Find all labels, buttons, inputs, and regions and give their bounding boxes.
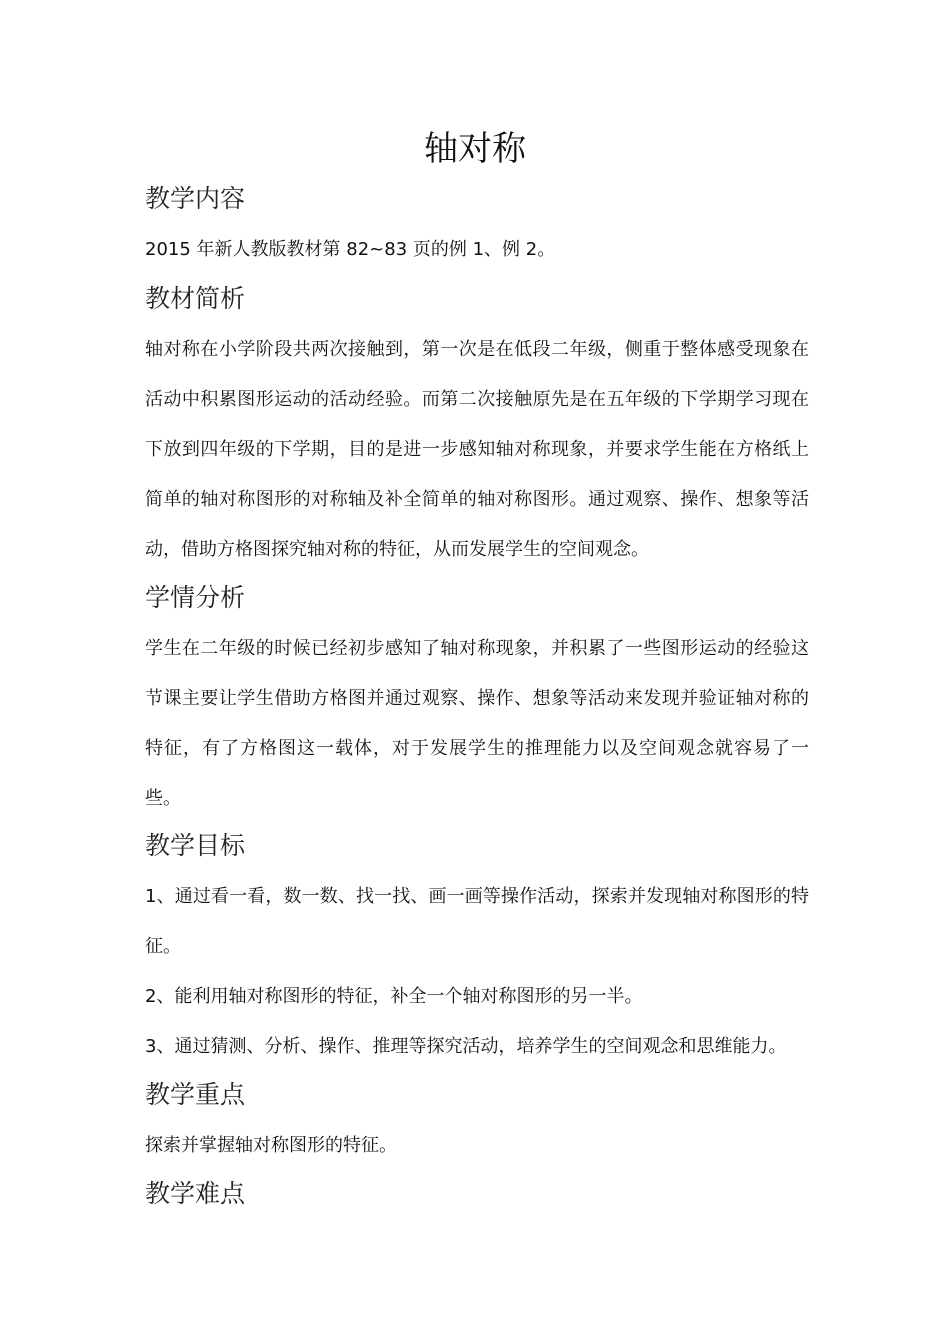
- goal-item-3: 3、通过猜测、分析、操作、推理等探究活动，培养学生的空间观念和思维能力。: [145, 1036, 787, 1057]
- key-point-text: 探索并掌握轴对称图形的特征。: [145, 1135, 397, 1156]
- heading-learner-analysis: 学情分析: [145, 583, 246, 612]
- material-analysis-text: 轴对称在小学阶段共两次接触到，第一次是在低段二年级，侧重于整体感受现象在活动中积累图形运动的活动经验。而第二次接触原先是在五年级的下学期学习现在下放到四年级的下学期，目的是进一步感知轴对称现象，并要求学生能在方格纸上简单的轴对称图形的对称轴及补全简单的轴对称图形。通过观察、操作、想象等活动，借助方格图探究轴对称的特征，从而发展学生的空间观念。: [145, 339, 809, 560]
- document-title: 轴对称: [424, 129, 526, 169]
- heading-material-analysis: 教材简析: [145, 284, 246, 313]
- goal-item-1: 1、通过看一看，数一数、找一找、画一画等操作活动，探索并发现轴对称图形的特征。: [145, 886, 809, 957]
- heading-teaching-content: 教学内容: [145, 184, 246, 213]
- learner-analysis-text: 学生在二年级的时候已经初步感知了轴对称现象，并积累了一些图形运动的经验这节课主要让学生借助方格图并通过观察、操作、想象等活动来发现并验证轴对称的特征，有了方格图这一载体，对于发展学生的推理能力以及空间观念就容易了一些。: [145, 638, 809, 809]
- teaching-content-text: 2015 年新人教版教材第 82~83 页的例 1、例 2。: [145, 239, 556, 260]
- goal-item-2: 2、能利用轴对称图形的特征，补全一个轴对称图形的另一半。: [145, 986, 643, 1007]
- heading-difficulty: 教学难点: [145, 1179, 246, 1208]
- heading-teaching-goals: 教学目标: [145, 831, 246, 860]
- heading-key-point: 教学重点: [145, 1080, 246, 1109]
